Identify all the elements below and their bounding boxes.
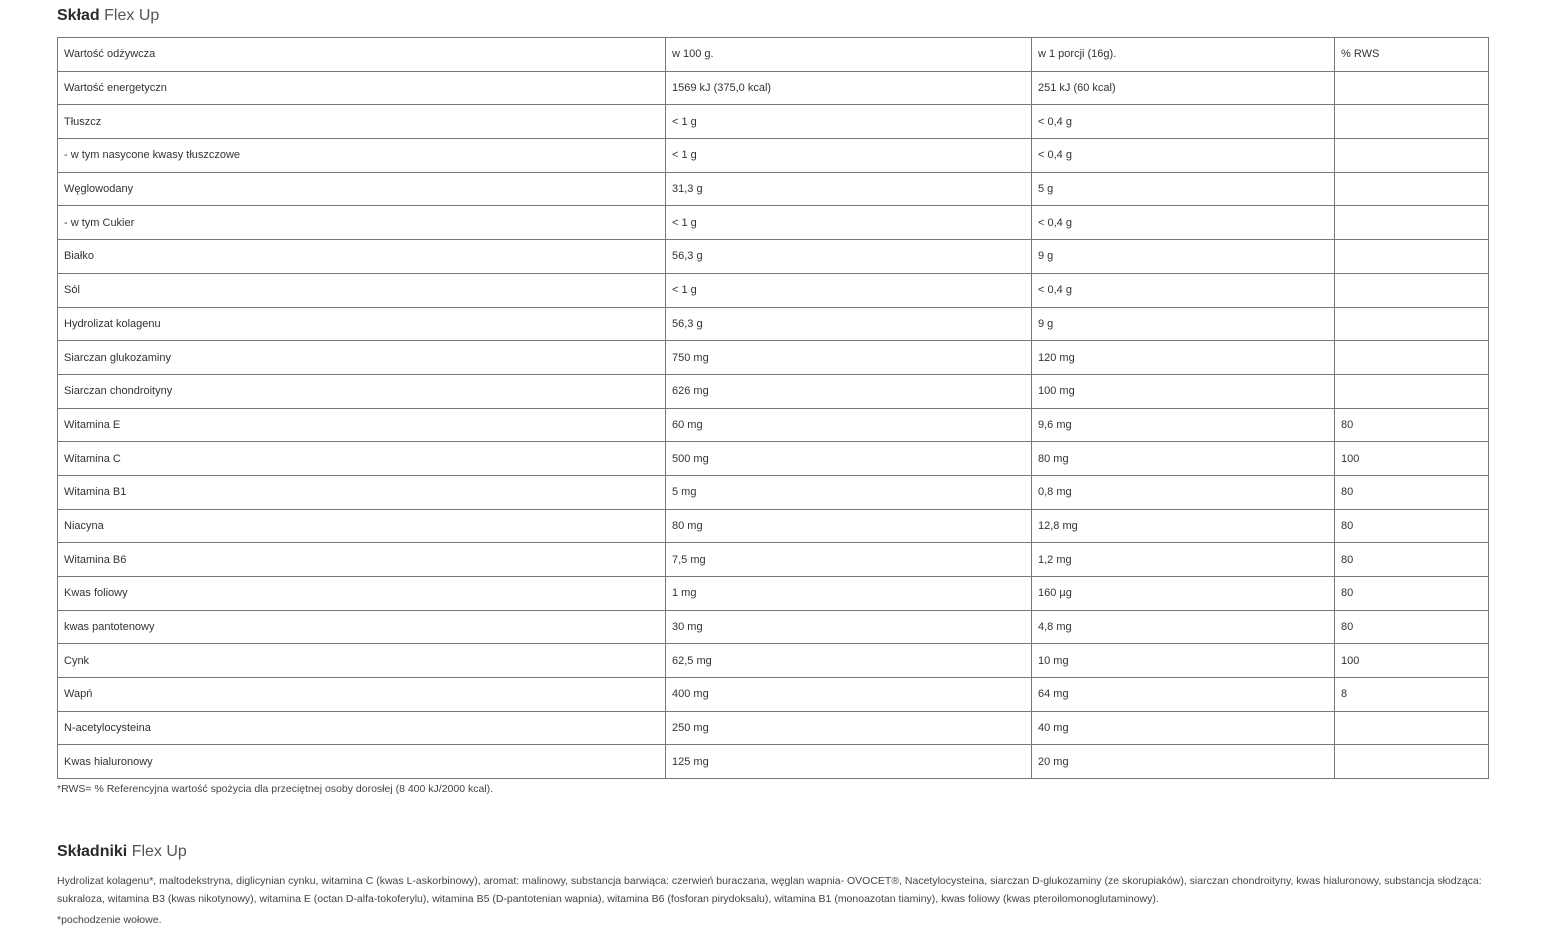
table-cell: Sól <box>58 273 666 307</box>
table-row <box>58 475 1489 509</box>
table-cell: 7,5 mg <box>666 543 1032 577</box>
table-cell: 80 <box>1335 543 1489 577</box>
table-cell: Witamina C <box>58 442 666 476</box>
table-row <box>58 442 1489 476</box>
column-header: w 1 porcji (16g). <box>1032 38 1335 72</box>
table-cell: 9 g <box>1032 240 1335 274</box>
table-cell: Kwas hialuronowy <box>58 745 666 779</box>
table-cell: 100 <box>1335 442 1489 476</box>
table-cell: kwas pantotenowy <box>58 610 666 644</box>
table-row <box>58 240 1489 274</box>
table-cell: 9 g <box>1032 307 1335 341</box>
table-cell: 62,5 mg <box>666 644 1032 678</box>
table-cell: Wartość energetyczn <box>58 71 666 105</box>
table-row <box>58 206 1489 240</box>
table-cell: 1 mg <box>666 577 1032 611</box>
table-cell <box>1335 307 1489 341</box>
table-row <box>58 745 1489 779</box>
column-header: % RWS <box>1335 38 1489 72</box>
table-cell: 56,3 g <box>666 240 1032 274</box>
table-cell: Siarczan glukozaminy <box>58 341 666 375</box>
table-cell: 64 mg <box>1032 678 1335 712</box>
table-cell <box>1335 139 1489 173</box>
table-cell <box>1335 240 1489 274</box>
table-cell: Tłuszcz <box>58 105 666 139</box>
column-header: w 100 g. <box>666 38 1032 72</box>
table-cell: 80 <box>1335 577 1489 611</box>
table-cell: 12,8 mg <box>1032 509 1335 543</box>
table-cell: 1,2 mg <box>1032 543 1335 577</box>
table-row <box>58 307 1489 341</box>
table-row <box>58 172 1489 206</box>
table-cell: Węglowodany <box>58 172 666 206</box>
table-row <box>58 711 1489 745</box>
table-cell: 251 kJ (60 kcal) <box>1032 71 1335 105</box>
table-cell: 80 <box>1335 610 1489 644</box>
table-cell: Witamina B6 <box>58 543 666 577</box>
table-cell: 31,3 g <box>666 172 1032 206</box>
table-cell <box>1335 206 1489 240</box>
table-row <box>58 105 1489 139</box>
table-cell: Niacyna <box>58 509 666 543</box>
table-cell <box>1335 711 1489 745</box>
table-cell: 20 mg <box>1032 745 1335 779</box>
table-row <box>58 644 1489 678</box>
table-row <box>58 543 1489 577</box>
table-row <box>58 374 1489 408</box>
nutrition-table <box>57 37 1489 779</box>
table-cell: < 0,4 g <box>1032 206 1335 240</box>
table-cell: < 0,4 g <box>1032 105 1335 139</box>
table-cell: 400 mg <box>666 678 1032 712</box>
table-cell: 100 <box>1335 644 1489 678</box>
table-header-row <box>58 38 1489 72</box>
table-cell: - w tym nasycone kwasy tłuszczowe <box>58 139 666 173</box>
table-cell: 56,3 g <box>666 307 1032 341</box>
table-cell: 1569 kJ (375,0 kcal) <box>666 71 1032 105</box>
table-cell: 160 µg <box>1032 577 1335 611</box>
table-cell: - w tym Cukier <box>58 206 666 240</box>
table-cell: < 1 g <box>666 139 1032 173</box>
table-cell: 60 mg <box>666 408 1032 442</box>
table-row <box>58 577 1489 611</box>
composition-heading-product: Flex Up <box>104 7 160 24</box>
ingredients-text: Hydrolizat kolagenu*, maltodekstryna, diglicynian cynku, witamina C (kwas L-askorbinowy), aromat: malinowy, substancja barwiąca: czerwień buraczana, węglan wapnia- OVOCET®, Nacetylocysteina, siarczan D-glukozaminy (ze skorupiaków), siarczan chondroityny, kwas hialuronowy, substancja słodząca: sukraloza, witamina B3 (kwas nikotynowy), witamina E (octan D-alfa-tokoferylu), witamina B5 (D-pantotenian wapnia), witamina B6 (fosforan pirydoksalu), witamina B1 (monoazotan tiaminy), kwas foliowy (kwas pteroilomonoglutaminowy). <box>57 875 1482 906</box>
product-composition <box>57 0 1488 927</box>
ingredients-heading-bold: Składniki <box>57 843 128 861</box>
table-cell: 4,8 mg <box>1032 610 1335 644</box>
table-cell: 100 mg <box>1032 374 1335 408</box>
table-cell: 125 mg <box>666 745 1032 779</box>
table-cell: 10 mg <box>1032 644 1335 678</box>
table-cell <box>1335 273 1489 307</box>
table-cell: < 0,4 g <box>1032 139 1335 173</box>
composition-heading <box>57 0 1488 32</box>
table-cell <box>1335 745 1489 779</box>
table-cell: Białko <box>58 240 666 274</box>
table-cell: < 1 g <box>666 105 1032 139</box>
table-cell <box>1335 105 1489 139</box>
table-cell <box>1335 341 1489 375</box>
ingredients-heading-product: Flex Up <box>131 843 187 861</box>
table-row <box>58 610 1489 644</box>
table-row <box>58 139 1489 173</box>
table-row <box>58 509 1489 543</box>
table-row <box>58 273 1489 307</box>
table-cell: Cynk <box>58 644 666 678</box>
table-cell: Witamina B1 <box>58 475 666 509</box>
column-header: Wartość odżywcza <box>58 38 666 72</box>
table-cell: 750 mg <box>666 341 1032 375</box>
table-row <box>58 408 1489 442</box>
table-cell: 80 mg <box>666 509 1032 543</box>
table-cell: 120 mg <box>1032 341 1335 375</box>
composition-heading-bold: Skład <box>57 7 100 24</box>
table-cell: 40 mg <box>1032 711 1335 745</box>
table-cell <box>1335 71 1489 105</box>
table-row <box>58 71 1489 105</box>
table-row <box>58 678 1489 712</box>
table-cell: Siarczan chondroityny <box>58 374 666 408</box>
table-cell <box>1335 172 1489 206</box>
table-cell: < 1 g <box>666 206 1032 240</box>
table-cell: 8 <box>1335 678 1489 712</box>
table-cell: 500 mg <box>666 442 1032 476</box>
table-cell: 80 <box>1335 408 1489 442</box>
nutrition-table-body <box>58 38 1489 779</box>
table-cell: 80 <box>1335 509 1489 543</box>
table-cell <box>1335 374 1489 408</box>
table-cell: N-acetylocysteina <box>58 711 666 745</box>
table-cell: Wapń <box>58 678 666 712</box>
table-cell: 5 mg <box>666 475 1032 509</box>
table-cell: 80 <box>1335 475 1489 509</box>
table-cell: Kwas foliowy <box>58 577 666 611</box>
table-cell: Witamina E <box>58 408 666 442</box>
table-cell: 30 mg <box>666 610 1032 644</box>
table-cell: 0,8 mg <box>1032 475 1335 509</box>
table-cell: Hydrolizat kolagenu <box>58 307 666 341</box>
table-cell: 9,6 mg <box>1032 408 1335 442</box>
table-row <box>58 341 1489 375</box>
table-cell: < 1 g <box>666 273 1032 307</box>
table-cell: 626 mg <box>666 374 1032 408</box>
table-cell: 80 mg <box>1032 442 1335 476</box>
table-cell: < 0,4 g <box>1032 273 1335 307</box>
table-cell: 250 mg <box>666 711 1032 745</box>
rws-footnote: *RWS= % Referencyjna wartość spożycia dla przeciętnej osoby dorosłej (8 400 kJ/2000 kcal). <box>57 783 494 796</box>
origin-note: *pochodzenie wołowe. <box>57 914 162 927</box>
table-cell: 5 g <box>1032 172 1335 206</box>
ingredients-heading <box>57 836 1488 868</box>
